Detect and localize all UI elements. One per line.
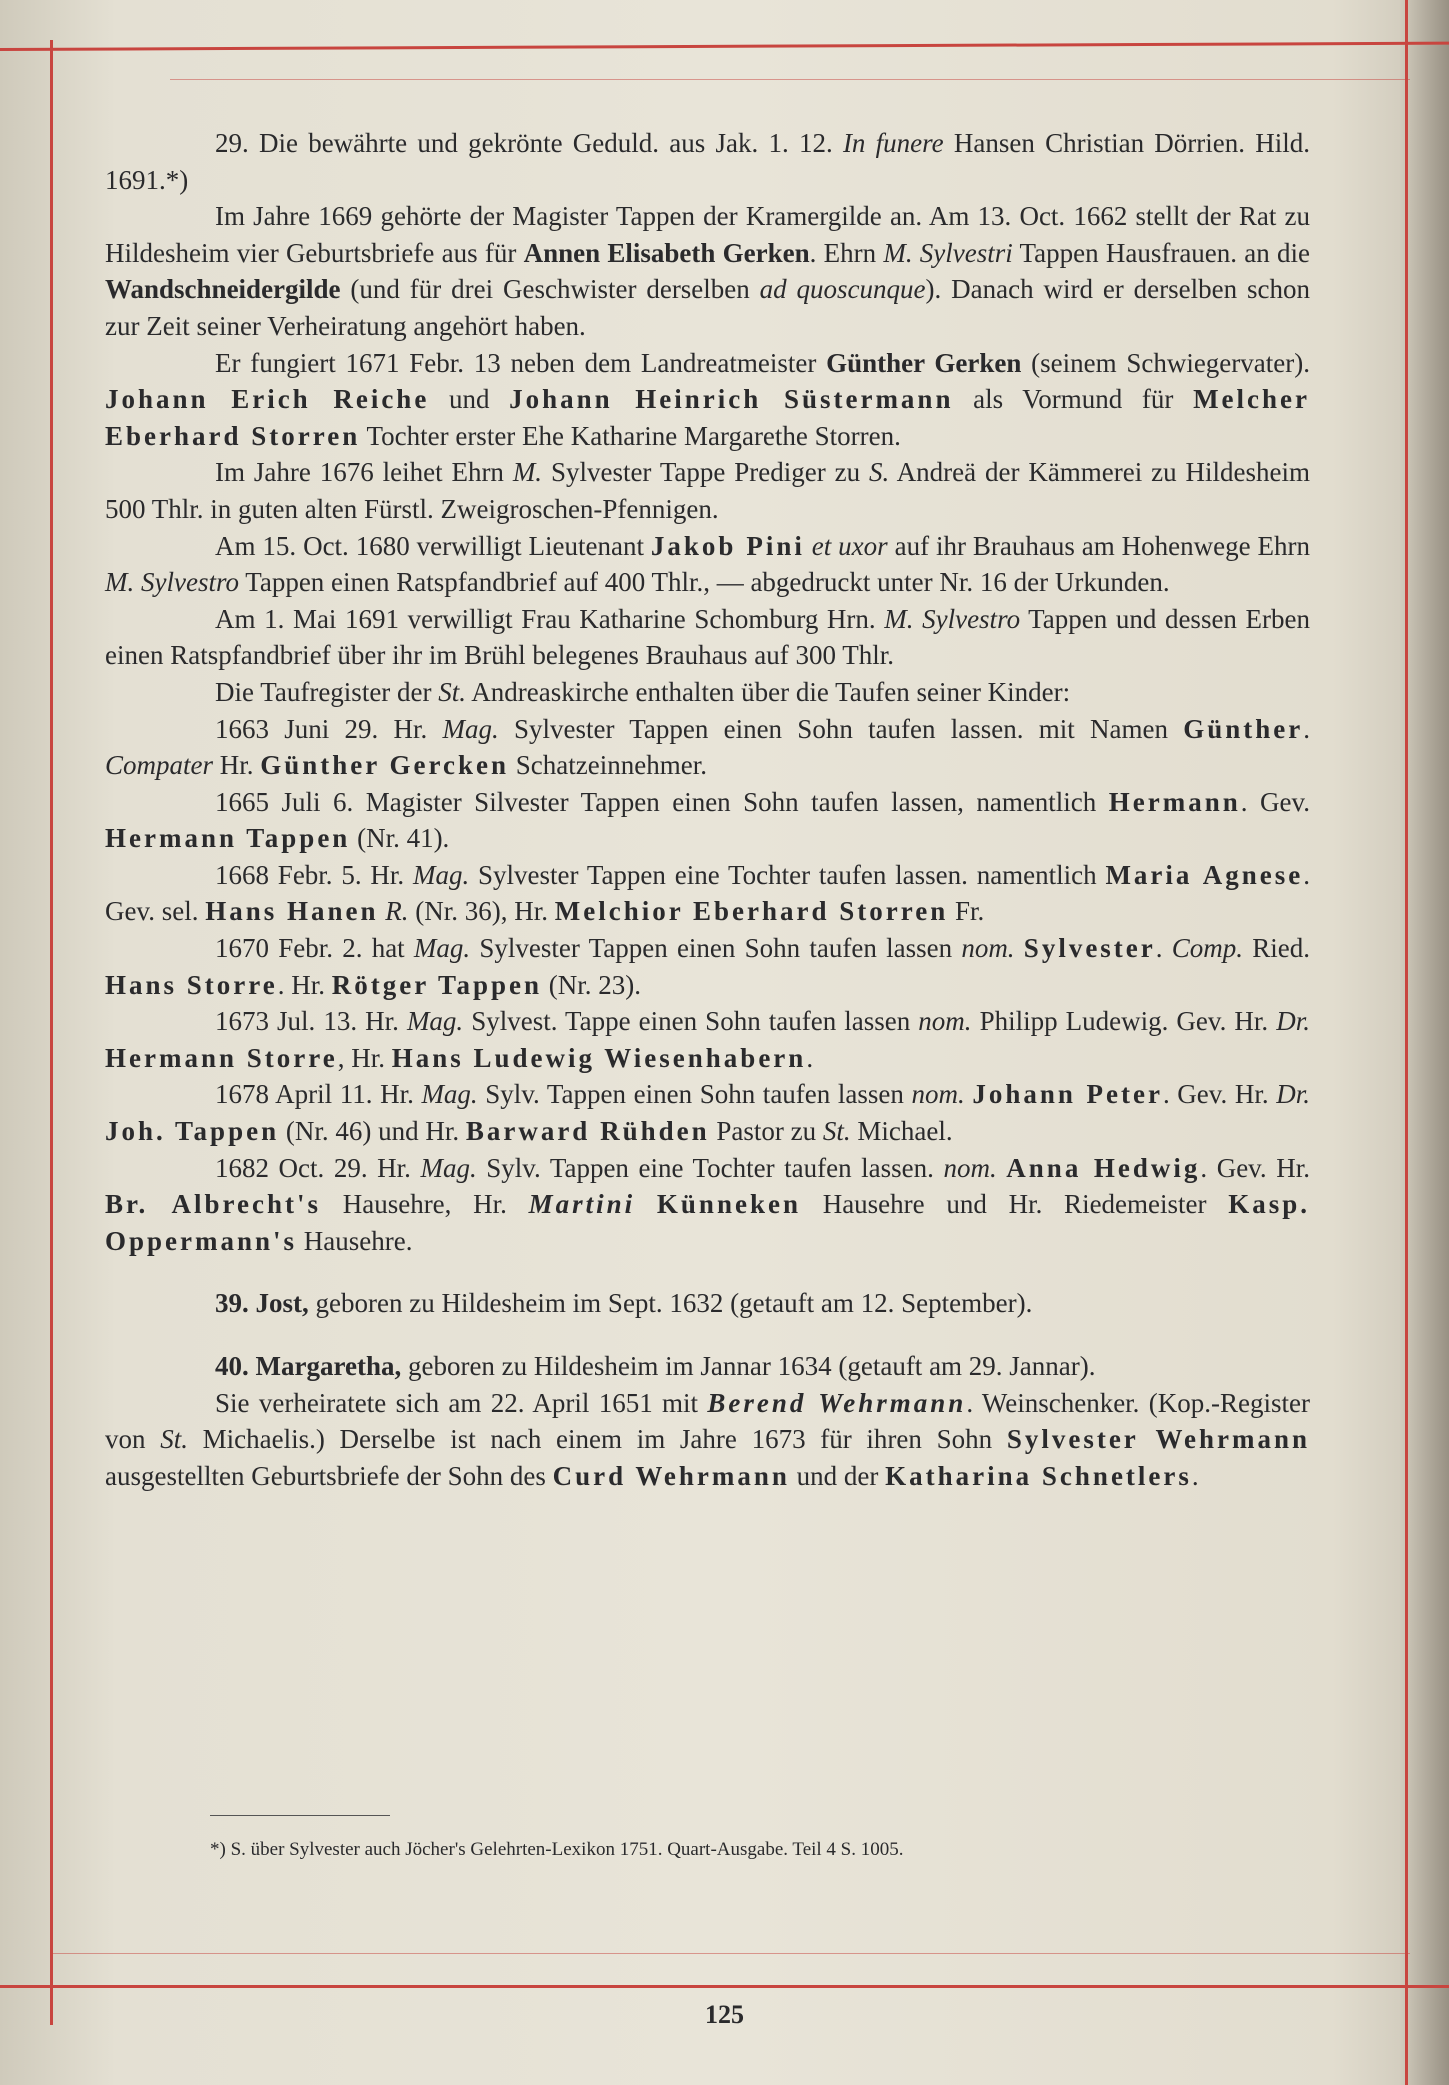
text-run: Sylvest. Tappe einen Sohn taufen lassen <box>463 1006 919 1037</box>
paragraph-p40 <box>105 1348 1310 1385</box>
text-run: als Vormund für <box>953 384 1194 415</box>
paragraph-p1663 <box>105 711 1310 784</box>
frame-rule-top <box>0 42 1449 51</box>
paragraph-p1665 <box>105 784 1310 857</box>
text-run: . Gev. sel. <box>105 859 1310 927</box>
text-run: nom. <box>911 1079 965 1110</box>
text-run: Er fungiert 1671 Febr. 13 neben dem Landreatmeister <box>215 347 827 378</box>
text-run: Sylvester Tappe Prediger zu <box>542 457 869 488</box>
text-run: . <box>1303 713 1310 744</box>
text-run: auf ihr Brauhaus am Hohenwege Ehrn <box>887 530 1311 561</box>
text-run: Jakob Pini <box>650 530 805 561</box>
text-run: Mag. <box>413 933 471 964</box>
text-run: 1682 Oct. 29. Hr. <box>215 1152 421 1183</box>
footnote: *) S. über Sylvester auch Jöcher's Gelehrten-Lexikon 1751. Quart-Ausgabe. Teil 4 S. 1005. <box>210 1839 904 1860</box>
text-run: Hr. <box>213 750 261 781</box>
text-run: Melchior Eberhard Storren <box>554 896 949 927</box>
text-run: Barward Rühden <box>465 1116 710 1147</box>
text-run: Günther <box>1183 713 1304 744</box>
text-run: Sylv. Tappen eine Tochter taufen lassen. <box>476 1152 944 1183</box>
text-run: St. <box>822 1116 851 1147</box>
text-run: Dr. <box>1276 1079 1311 1110</box>
text-run: Tappen und dessen Erben einen Ratspfandbrief über ihr im Brühl belegenes Brauhaus auf 300 Thlr. <box>105 603 1310 671</box>
page-number: 125 <box>705 2000 744 2029</box>
text-run: Wandschneidergilde <box>105 274 341 305</box>
text-run: Hermann Tappen <box>105 823 351 854</box>
text-run: . <box>1191 1460 1199 1491</box>
paragraph-p1691 <box>105 601 1310 674</box>
text-run: Hausehre und Hr. Riedemeister <box>800 1189 1229 1220</box>
text-run: Johann Peter <box>972 1079 1163 1110</box>
frame-rule-bottom-thin <box>50 1953 1410 1954</box>
paragraph-p1671 <box>105 345 1310 455</box>
text-run <box>805 531 812 561</box>
text-run <box>635 1189 657 1219</box>
text-run: nom. <box>943 1152 997 1183</box>
text-run: Pastor zu <box>709 1116 823 1147</box>
text-run: Berend Wehrmann <box>707 1387 967 1418</box>
text-run: . Gev. Hr. <box>1200 1152 1310 1183</box>
text-run: Maria Agnese <box>1105 859 1304 890</box>
text-run: 29. Die bewährte und gekrönte Geduld. aus Jak. 1. 12. <box>215 128 843 158</box>
footnote-separator <box>210 1815 390 1816</box>
text-run: Philipp Ludewig. Gev. Hr. <box>971 1006 1277 1037</box>
text-run: Am 15. Oct. 1680 verwilligt Lieutenant <box>215 530 651 561</box>
text-run: . Gev. Hr. <box>1162 1079 1277 1110</box>
text-run: Künneken <box>656 1189 801 1220</box>
text-run: (Nr. 23). <box>542 969 642 1000</box>
text-run: Tochter erster Ehe Katharine Margarethe Storren. <box>360 420 901 451</box>
text-run: Ried. <box>1243 933 1310 964</box>
frame-rule-top-thin <box>170 79 1410 80</box>
paragraph-p1678 <box>105 1076 1310 1149</box>
text-run: M. Sylvestro <box>884 603 1021 634</box>
text-run: M. Sylvestri <box>883 237 1013 268</box>
text-run: geboren zu Hildesheim im Sept. 1632 (getauft am 12. September). <box>308 1288 1033 1319</box>
text-run: 40. Margaretha, <box>215 1351 402 1381</box>
text-run: (Nr. 46) und Hr. <box>279 1116 466 1147</box>
text-run: 1673 Jul. 13. Hr. <box>215 1006 407 1037</box>
text-run: Compater <box>105 750 213 781</box>
text-run: Andreaskirche enthalten über die Taufen seiner Kinder: <box>466 676 1071 707</box>
text-run: Curd Wehrmann <box>552 1460 790 1491</box>
text-run: Anna Hedwig <box>1006 1152 1201 1183</box>
text-run: S. <box>868 457 890 488</box>
text-run: . Weinschenker. (Kop.-Register von <box>105 1387 1310 1455</box>
text-run: Mag. <box>412 859 470 890</box>
text-run: Sylvester Wehrmann <box>1006 1424 1311 1455</box>
text-run: St. <box>160 1424 188 1455</box>
text-run: Günther Gerken <box>826 347 1022 378</box>
text-run: . <box>806 1042 814 1073</box>
text-run: Hausehre, Hr. <box>321 1189 529 1220</box>
text-run: , Hr. <box>337 1042 392 1073</box>
text-run: Die Taufregister der <box>215 676 439 707</box>
text-run: Hans Storre <box>105 969 278 1000</box>
text-run: ). Danach wird er derselben schon zur Zeit seiner Verheiratung angehört haben. <box>105 274 1310 341</box>
text-run: et uxor <box>811 530 888 561</box>
text-run: (seinem Schwiegervater). <box>1021 347 1310 378</box>
text-run: Sie verheiratete sich am 22. April 1651 mit <box>215 1387 708 1418</box>
text-run: . Ehrn <box>809 237 884 268</box>
text-run <box>997 1153 1007 1183</box>
text-run: . Gev. <box>1240 786 1310 817</box>
text-run: ausgestellten Geburtsbriefe der Sohn des <box>105 1460 553 1491</box>
paragraph-p1680 <box>105 528 1310 601</box>
text-run: Hansen Christian Dörrien. Hild. 1691.*) <box>105 128 1311 195</box>
text-run: Joh. Tappen <box>105 1116 280 1147</box>
paragraph-p1668 <box>105 857 1310 930</box>
text-run: In funere <box>842 128 944 158</box>
text-run: (Nr. 36), Hr. <box>408 896 555 927</box>
text-run: Im Jahre 1676 leihet Ehrn <box>215 457 513 488</box>
text-run: Michael. <box>850 1116 953 1147</box>
text-run: Im Jahre 1669 gehörte der Magister Tappen der Kramergilde an. Am 13. Oct. 1662 stellt der Rat zu Hildesheim vier Geburtsbriefe aus für <box>105 201 1310 268</box>
text-run: Andreä der Kämmerei zu Hildesheim 500 Thlr. in guten alten Fürstl. Zweigroschen-Pfennigen. <box>105 457 1310 524</box>
text-run: Sylvester Tappen eine Tochter taufen lassen. namentlich <box>469 859 1106 890</box>
text-run: geboren zu Hildesheim im Jannar 1634 (getauft am 29. Jannar). <box>401 1351 1096 1381</box>
text-run: Hermann <box>1108 786 1241 817</box>
text-run: Martini <box>528 1189 636 1220</box>
text-run: Am 1. Mai 1691 verwilligt Frau Katharine Schomburg Hrn. <box>215 603 885 634</box>
text-run: 1678 April 11. Hr. <box>215 1079 422 1110</box>
text-run: 1663 Juni 29. Hr. <box>215 713 443 744</box>
text-run: 1665 Juli 6. Magister Silvester Tappen einen Sohn taufen lassen, namentlich <box>215 786 1109 817</box>
paragraph-p1669 <box>105 198 1310 344</box>
text-run: Annen Elisabeth Gerken <box>523 237 810 268</box>
text-run: Schatzeinnehmer. <box>509 750 707 781</box>
text-run: (Nr. 41). <box>350 823 450 854</box>
text-run: nom. <box>918 1006 972 1037</box>
text-run: Johann Erich Reiche <box>105 384 430 415</box>
text-run: Sylvester Tappen einen Sohn taufen lassen <box>470 933 962 964</box>
paragraph-p1670 <box>105 930 1310 1003</box>
frame-rule-left <box>50 40 53 2025</box>
text-run: und der <box>789 1460 886 1491</box>
text-run: 1668 Febr. 5. Hr. <box>215 859 413 890</box>
text-run <box>1015 933 1024 963</box>
text-run: 39. Jost, <box>215 1288 309 1319</box>
text-run: R. <box>385 896 409 927</box>
text-run: Tappen Hausfrauen. an die <box>1012 237 1310 268</box>
body-text <box>105 125 1310 1494</box>
paragraph-p29 <box>105 125 1310 198</box>
text-run: Br. Albrecht's <box>105 1189 321 1220</box>
paragraph-ptauf <box>105 674 1310 711</box>
paragraph-p1673 <box>105 1003 1310 1076</box>
text-run: Johann Heinrich Süstermann <box>509 384 954 415</box>
frame-rule-bottom <box>0 1985 1449 1988</box>
text-run: . <box>1155 933 1172 964</box>
text-run: Hausehre. <box>297 1225 413 1256</box>
text-run: Michaelis.) Derselbe ist nach einem im Jahre 1673 für ihren Sohn <box>187 1424 1007 1455</box>
text-run: Mag. <box>421 1079 478 1110</box>
text-run: Melcher Eberhard Storren <box>105 384 1310 451</box>
text-run: (und für drei Geschwister derselben <box>340 274 760 305</box>
text-run: M. <box>512 457 543 488</box>
text-run: Günther Gercken <box>260 750 510 781</box>
text-run: und <box>429 384 510 415</box>
text-run: St. <box>438 676 467 707</box>
text-run: M. Sylvestro <box>105 567 239 598</box>
text-run: Hans Ludewig Wiesenhabern <box>391 1042 807 1073</box>
paragraph-p1676 <box>105 454 1310 527</box>
text-run: Mag. <box>420 1152 477 1183</box>
frame-rule-right <box>1405 0 1408 2085</box>
text-run: Sylvester <box>1023 933 1156 964</box>
text-run: Sylvester Tappen einen Sohn taufen lassen. mit Namen <box>498 713 1184 744</box>
text-run: ad quoscunque <box>759 274 926 305</box>
paragraph-p39 <box>105 1285 1310 1322</box>
text-run: Mag. <box>442 713 499 744</box>
text-run: Mag. <box>406 1006 464 1037</box>
text-run: 1670 Febr. 2. hat <box>215 933 414 964</box>
text-run: Comp. <box>1171 933 1244 964</box>
text-run: Tappen einen Ratspfandbrief auf 400 Thlr., — abgedruckt unter Nr. 16 der Urkunden. <box>238 567 1170 598</box>
text-run: Sylv. Tappen einen Sohn taufen lassen <box>477 1079 912 1110</box>
text-run: Fr. <box>948 896 985 927</box>
text-run: . Hr. <box>277 969 332 1000</box>
text-run: Kasp. Oppermann's <box>105 1189 1311 1256</box>
paragraph-p40b <box>105 1385 1310 1495</box>
text-run: Hans Hanen <box>205 896 379 927</box>
text-run: Dr. <box>1276 1006 1310 1037</box>
text-run: Katharina Schnetlers <box>885 1460 1192 1491</box>
paragraph-p1682 <box>105 1150 1310 1260</box>
text-run: Hermann Storre <box>105 1042 338 1073</box>
text-run: Rötger Tappen <box>331 969 543 1000</box>
text-run: nom. <box>961 933 1015 964</box>
